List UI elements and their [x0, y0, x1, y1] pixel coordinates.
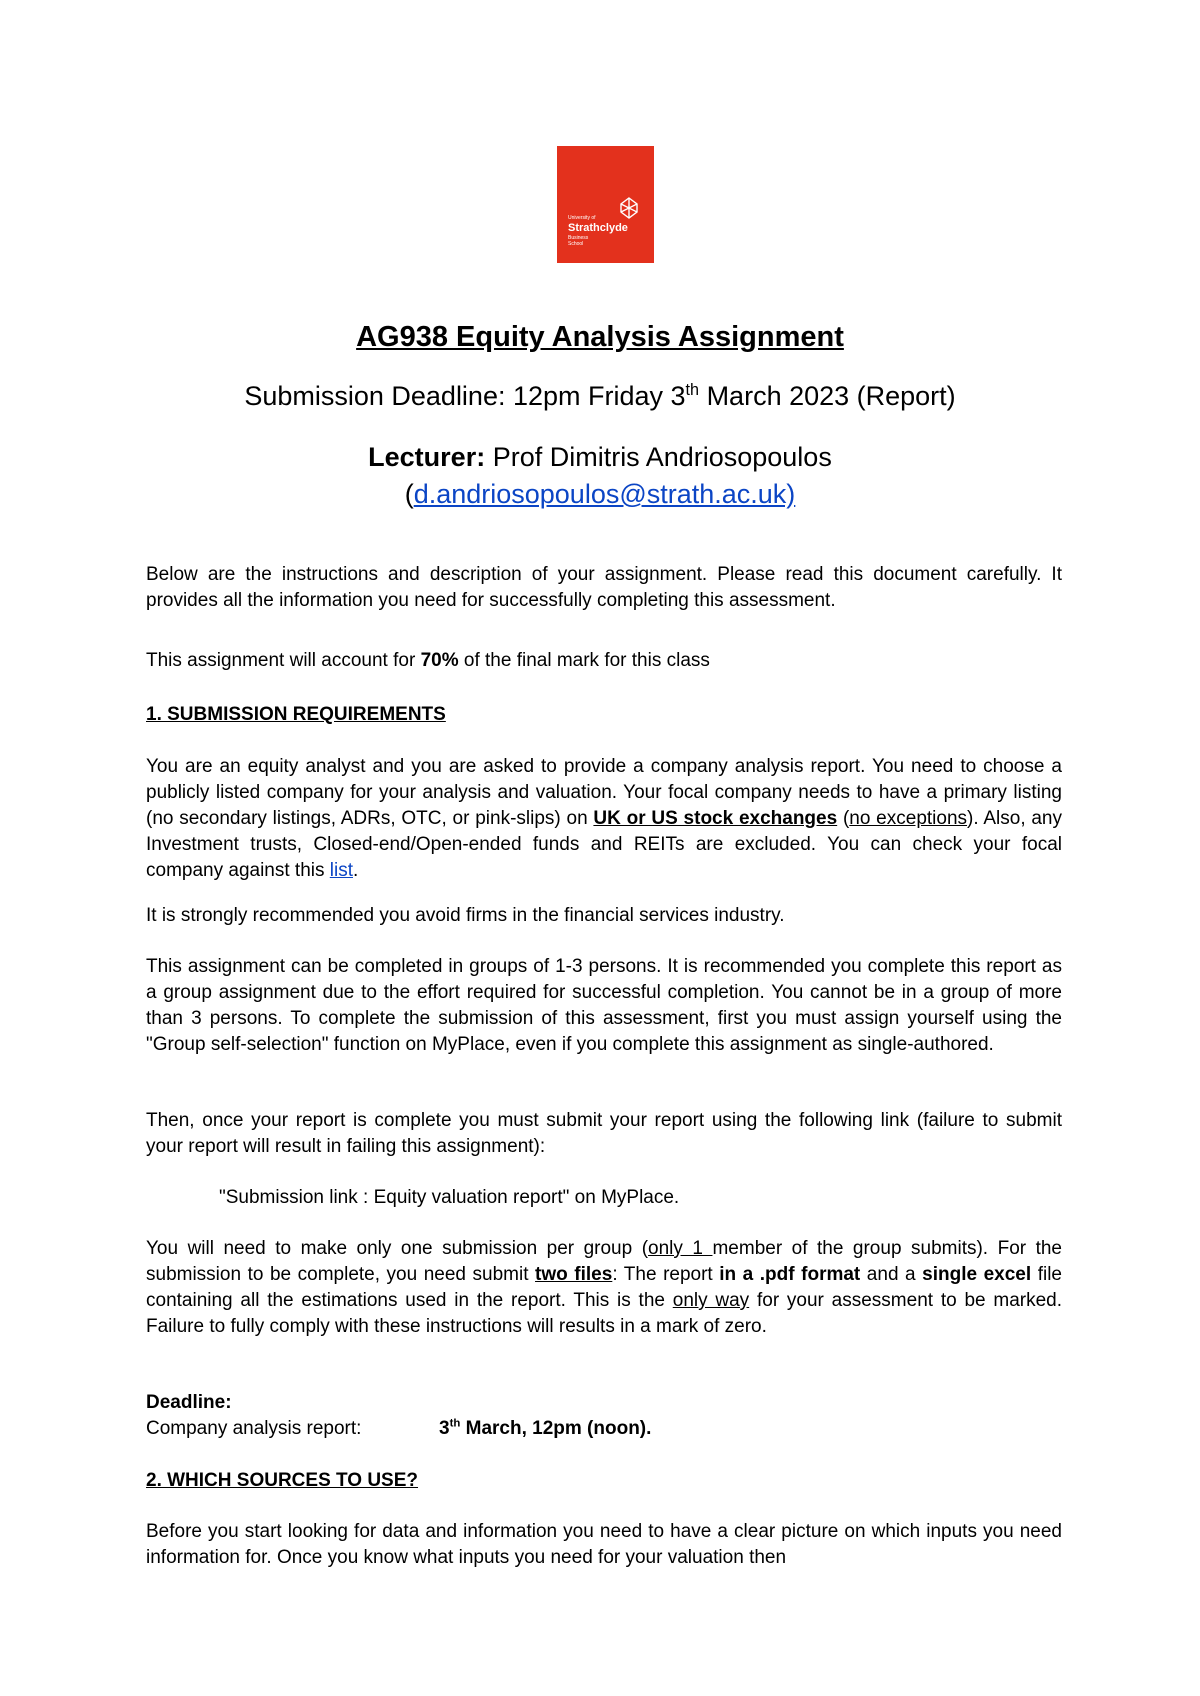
p6-text-a: You will need to make only one submission per group (: [146, 1238, 649, 1259]
p6-only-one: only 1: [648, 1238, 713, 1259]
logo-line-3: Business: [568, 235, 589, 241]
section-1-heading: 1. SUBMISSION REQUIREMENTS: [146, 704, 446, 725]
deadline-item: Company analysis report:: [146, 1418, 362, 1439]
p6-single-excel: single excel: [922, 1264, 1032, 1285]
section-1-paragraph-6: [146, 1236, 1062, 1340]
list-link[interactable]: list: [329, 860, 353, 881]
lecturer-name: Prof Dimitris Andriosopoulos: [485, 442, 832, 472]
p1-exchanges: UK or US stock exchanges: [593, 808, 838, 829]
intro-paragraph: Below are the instructions and description of your assignment. Please read this document carefully. It provides all the information you need for successfully completing this assessment.: [146, 564, 1062, 611]
section-1-paragraph-1: [146, 754, 1062, 884]
p6-text-k: for your assessment to be marked. Failure to fully comply with these instructions will results in a mark of zero.: [146, 1290, 1063, 1337]
logo-line-1: University of: [568, 215, 596, 221]
crest-icon: [617, 196, 641, 220]
section-2-paragraph-1: Before you start looking for data and information you need to have a clear picture on which inputs you need information for. Once you know what inputs you need for your valuation then: [146, 1521, 1062, 1568]
p6-only-way: only way: [672, 1290, 750, 1311]
p6-text-i: file containing all the estimations used in the report. This is the: [146, 1264, 1062, 1311]
deadline-text-end: March 2023 (Report): [699, 381, 956, 411]
p6-pdf-format: in a .pdf format: [719, 1264, 861, 1285]
document-title: AG938 Equity Analysis Assignment: [356, 321, 844, 353]
p1-no-exceptions: no exceptions: [849, 808, 968, 829]
section-2-heading: 2. WHICH SOURCES TO USE?: [146, 1470, 419, 1491]
deadline-sup: th: [685, 381, 700, 399]
section-1-paragraph-4: Then, once your report is complete you must submit your report using the following link (failure to submit your report will result in failing this assignment):: [146, 1110, 1062, 1157]
p6-text-c: member of the group submits). For the submission to be complete, you need submit: [146, 1238, 1063, 1285]
deadline-text: Submission Deadline: 12pm Friday 3: [244, 381, 686, 411]
p6-text-e: : The report: [612, 1264, 720, 1285]
deadline-row: [146, 1416, 1062, 1442]
section-1-paragraph-3: This assignment can be completed in groups of 1-3 persons. It is recommended you complete this report as a group assignment due to the effort required for successful completion. You cannot be in a group of more than 3 persons. To complete the submission of this assessment, first you must assign yourself using the "Group self-selection" function on MyPlace, even if you complete this assignment as single-authored.: [146, 956, 1062, 1055]
email-open-paren: (: [404, 479, 414, 509]
weight-note: [146, 648, 1062, 674]
deadline-label: Deadline:: [146, 1392, 232, 1413]
deadline-value-rest: March, 12pm (noon).: [460, 1418, 652, 1439]
deadline-value: [439, 1418, 651, 1439]
submission-deadline: [0, 381, 1200, 412]
logo-line-4: School: [568, 241, 584, 247]
lecturer-label: Lecturer:: [368, 442, 486, 472]
university-logo: [557, 146, 654, 263]
deadline-value-sup: th: [449, 1417, 461, 1430]
p1-text-c: (: [837, 808, 850, 829]
weight-text: This assignment will account for: [146, 650, 421, 671]
p1-text-e: ). Also, any Investment trusts, Closed-end/Open-ended funds and REITs are excluded. You can check your focal company against this: [146, 808, 1062, 881]
p1-text-a: You are an equity analyst and you are asked to provide a company analysis report. You need to choose a publicly listed company for your analysis and valuation. Your focal company needs to have a primary listing (no secondary listings, ADRs, OTC, or pink-slips) on: [146, 756, 1062, 829]
logo-line-2: Strathclyde: [568, 222, 628, 234]
p1-text-f: .: [353, 860, 359, 881]
p6-two-files: two files: [535, 1264, 613, 1285]
weight-text-end: of the final mark for this class: [458, 650, 710, 671]
weight-percent: 70%: [420, 650, 459, 671]
submission-link-note: "Submission link : Equity valuation report" on MyPlace.: [219, 1187, 680, 1208]
deadline-value-day: 3: [439, 1418, 450, 1439]
p6-text-g: and a: [860, 1264, 923, 1285]
lecturer-line: [0, 442, 1200, 473]
section-1-paragraph-2: It is strongly recommended you avoid firms in the financial services industry.: [146, 905, 785, 926]
email-link[interactable]: d.andriosopoulos@strath.ac.uk): [413, 479, 796, 509]
email-line: [0, 479, 1200, 510]
